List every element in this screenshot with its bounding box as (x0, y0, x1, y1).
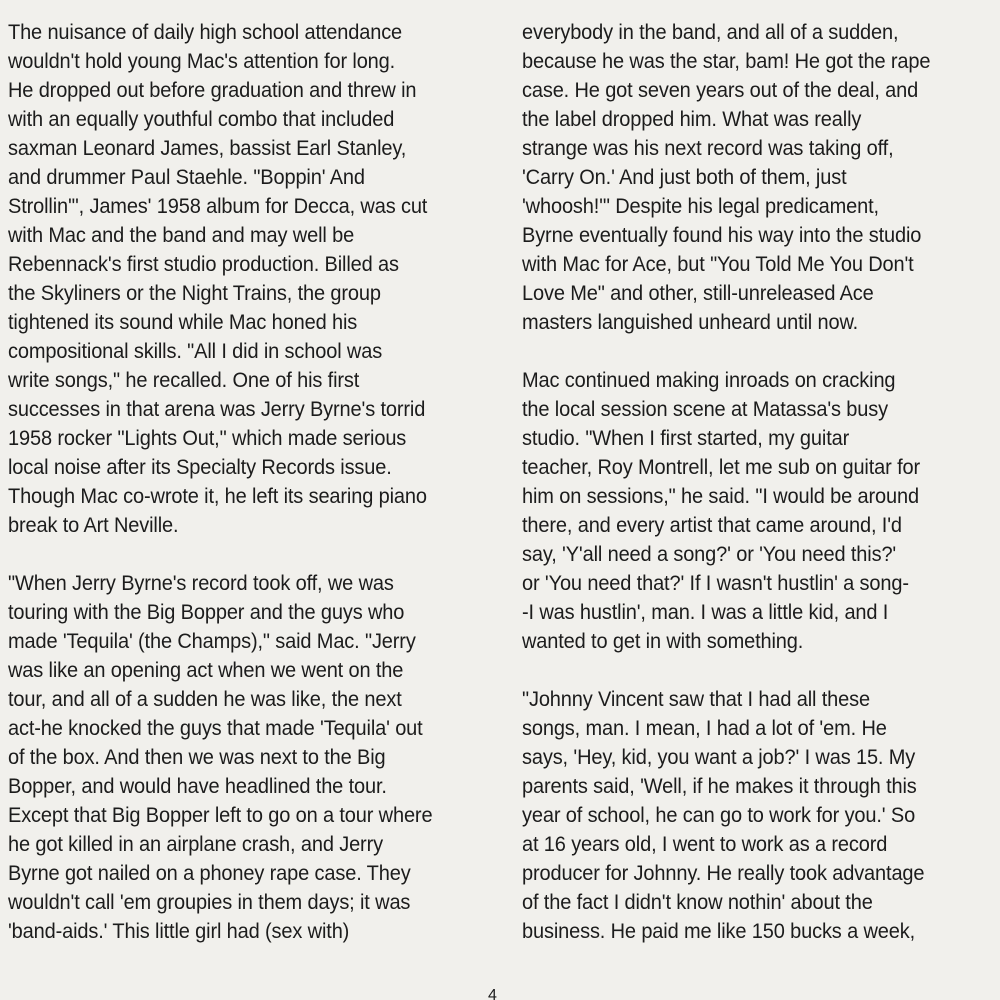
text-line: 'band-aids.' This little girl had (sex with) (8, 919, 350, 943)
text-line: he got killed in an airplane crash, and Jerry (8, 832, 383, 856)
text-line: "Johnny Vincent saw that I had all these (522, 687, 870, 711)
text-line: Mac continued making inroads on cracking (522, 368, 896, 392)
text-line: the label dropped him. What was really (522, 107, 862, 131)
text-line: Byrne eventually found his way into the studio (522, 223, 922, 247)
paragraph (8, 18, 498, 540)
text-line: act-he knocked the guys that made 'Tequila' out (8, 716, 423, 740)
left-column (8, 18, 498, 946)
text-line: because he was the star, bam! He got the rape (522, 49, 931, 73)
text-line: Except that Big Bopper left to go on a tour where (8, 803, 433, 827)
text-line: parents said, 'Well, if he makes it through this (522, 774, 917, 798)
text-line: break to Art Neville. (8, 513, 179, 537)
text-line: 'whoosh!'" Despite his legal predicament, (522, 194, 879, 218)
text-line: was like an opening act when we went on the (8, 658, 404, 682)
text-line: the Skyliners or the Night Trains, the group (8, 281, 381, 305)
text-line: 'Carry On.' And just both of them, just (522, 165, 847, 189)
text-line: or 'You need that?' If I wasn't hustlin' a song- (522, 571, 909, 595)
text-line: masters languished unheard until now. (522, 310, 859, 334)
text-line: of the box. And then we was next to the Big (8, 745, 386, 769)
text-line: producer for Johnny. He really took advantage (522, 861, 925, 885)
text-line: year of school, he can go to work for you.' So (522, 803, 916, 827)
text-line: the local session scene at Matassa's busy (522, 397, 888, 421)
page-number: 4 (488, 988, 497, 1000)
text-line: wouldn't hold young Mac's attention for long. (8, 49, 396, 73)
text-line: He dropped out before graduation and threw in (8, 78, 417, 102)
text-line: write songs," he recalled. One of his first (8, 368, 360, 392)
text-line: The nuisance of daily high school attendance (8, 20, 403, 44)
text-line: everybody in the band, and all of a sudden, (522, 20, 899, 44)
paragraph-gap (8, 540, 498, 569)
text-line: Rebennack's first studio production. Billed as (8, 252, 399, 276)
text-line: tightened its sound while Mac honed his (8, 310, 358, 334)
text-line: successes in that arena was Jerry Byrne's torrid (8, 397, 426, 421)
paragraph (522, 18, 996, 337)
right-column (522, 18, 996, 946)
text-line: wanted to get in with something. (522, 629, 804, 653)
paragraph-gap (522, 656, 996, 685)
text-line: teacher, Roy Montrell, let me sub on guitar for (522, 455, 920, 479)
text-line: of the fact I didn't know nothin' about the (522, 890, 873, 914)
paragraph-gap (522, 337, 996, 366)
text-line: says, 'Hey, kid, you want a job?' I was 15. My (522, 745, 916, 769)
text-line: say, 'Y'all need a song?' or 'You need this?' (522, 542, 897, 566)
text-line: "When Jerry Byrne's record took off, we was (8, 571, 394, 595)
text-line: Though Mac co-wrote it, he left its searing piano (8, 484, 427, 508)
text-line: songs, man. I mean, I had a lot of 'em. He (522, 716, 887, 740)
text-line: studio. "When I first started, my guitar (522, 426, 850, 450)
text-line: Strollin'", James' 1958 album for Decca, was cut (8, 194, 428, 218)
text-line: Bopper, and would have headlined the tour. (8, 774, 387, 798)
text-line: with an equally youthful combo that included (8, 107, 395, 131)
text-line: compositional skills. "All I did in school was (8, 339, 383, 363)
text-line: case. He got seven years out of the deal, and (522, 78, 919, 102)
text-line: wouldn't call 'em groupies in them days; it was (8, 890, 411, 914)
text-line: Byrne got nailed on a phoney rape case. They (8, 861, 411, 885)
text-line: tour, and all of a sudden he was like, the next (8, 687, 402, 711)
text-line: strange was his next record was taking off, (522, 136, 894, 160)
text-line: -I was hustlin', man. I was a little kid, and I (522, 600, 889, 624)
text-line: saxman Leonard James, bassist Earl Stanley, (8, 136, 407, 160)
text-line: Love Me" and other, still-unreleased Ace (522, 281, 874, 305)
text-line: there, and every artist that came around, I'd (522, 513, 902, 537)
paragraph (8, 569, 498, 946)
paragraph (522, 685, 996, 946)
text-line: touring with the Big Bopper and the guys who (8, 600, 405, 624)
text-line: local noise after its Specialty Records issue. (8, 455, 392, 479)
text-line: at 16 years old, I went to work as a record (522, 832, 888, 856)
text-line: him on sessions," he said. "I would be around (522, 484, 919, 508)
text-line: made 'Tequila' (the Champs)," said Mac. "Jerry (8, 629, 416, 653)
text-line: 1958 rocker "Lights Out," which made serious (8, 426, 407, 450)
text-line: business. He paid me like 150 bucks a week, (522, 919, 916, 943)
text-line: with Mac for Ace, but "You Told Me You Don't (522, 252, 914, 276)
paragraph (522, 366, 996, 656)
text-line: with Mac and the band and may well be (8, 223, 355, 247)
text-line: and drummer Paul Staehle. "Boppin' And (8, 165, 365, 189)
